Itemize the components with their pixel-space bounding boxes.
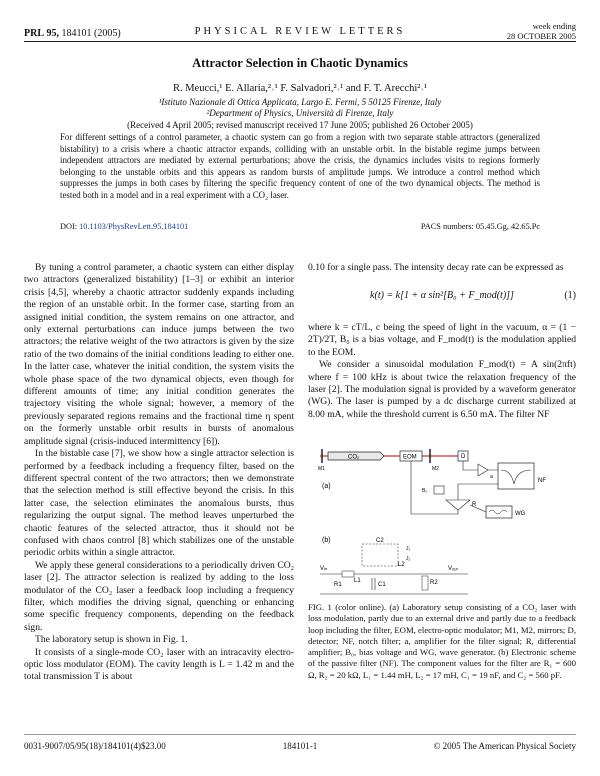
- right-column-top: [308, 262, 576, 274]
- nf-label: NF: [538, 478, 546, 484]
- page-number: 184101-1: [282, 741, 318, 751]
- copyright: © 2005 The American Physical Society: [433, 741, 576, 751]
- resistor-r1: [342, 571, 354, 577]
- equation-number: (1): [564, 290, 576, 301]
- l1-label: L1: [354, 578, 361, 584]
- a-label: a: [490, 474, 493, 480]
- paragraph: It consists of a single-mode CO₂ laser with an intracavity electro-optic loss modulator (EOM). The cavity length is L = 1.42 m and the total transmission T is about: [24, 646, 294, 683]
- doi-line: [60, 222, 188, 231]
- c2-loop: [362, 544, 398, 566]
- pacs-numbers: PACS numbers: 05.45.Gg, 42.65.Pc: [420, 222, 540, 231]
- amplifier-a: [478, 464, 488, 476]
- issue-date-block: [507, 21, 576, 41]
- footer-rule: [24, 734, 576, 735]
- m1-label: M1: [318, 466, 325, 472]
- received-dates: (Received 4 April 2005; revised manuscript received 17 June 2005; published 26 October 2005): [127, 120, 473, 130]
- paragraph: We consider a sinusoidal modulation F_mod(t) = A sin(2πft) where f = 100 kHz is about twice the relaxation frequency of the laser [2]. The modulation signal is provided by a waveform generator (WG). The laser is pumped by a dc discharge current stabilized at 8.00 mA, while the threshold current is 6.50 mA. The filter NF: [308, 359, 576, 420]
- r2-label: R2: [430, 580, 438, 586]
- r-label: R: [472, 502, 477, 508]
- figure-1-caption: FIG. 1 (color online). (a) Laboratory setup consisting of a CO₂ laser with loss modulation, partly due to an external drive and partly due to a feedback loop including the filter, EOM, electro-optic modulator; M1, M2, mirrors; D, detector; NF, notch filter; a, amplifier for the filter signal; R, differential amplifier; B₀, bias voltage and WG, wave generator. (b) Electronic scheme of the passive filter (NF). The component values for the filter are R₁ = 600 Ω, R₂ = 20 kΩ, L₁ = 1.44 mH, L₂ = 17 mH, C₁ = 19 nF, and C₂ = 560 pF.: [308, 602, 576, 680]
- vout-label: Vₒᵤₜ: [448, 566, 459, 572]
- paragraph: where k = cT/L, c being the speed of light in the vacuum, α = (1 − 2T)/2T, B₀ is a bias voltage, and F_mod(t) is the modulation applied to the EOM.: [308, 322, 576, 358]
- header-rule: [24, 41, 576, 42]
- affiliation-2: ²Department of Physics, Università di Firenze, Italy: [206, 108, 394, 118]
- bias-source: [434, 486, 444, 494]
- l2-label: L2: [398, 562, 405, 568]
- j1-label: J₁: [406, 546, 411, 552]
- notch-filter-box: [498, 463, 534, 489]
- abstract: For different settings of a control parameter, a chaotic system can go from a region with two separate stable attractors (generalized bistability) to a crisis where a chaotic attractor expands, colliding with an unstable orbit. In the bistable regime jumps between independent attractors are mediated by external perturbations; above the crisis, the dynamics includes visits to regions formerly belonging to the unstable orbits and this appears as random bursts of amplitude jumps. We introduce a control method which suppresses the jumps in both cases by filtering the specific frequency content of one of the two dynamical objects. The method is tested both in a model and in a real experiment with a CO₂ laser.: [60, 132, 540, 200]
- affiliation-1: ¹Istituto Nazionale di Ottica Applicata, Largo E. Fermi, 5 50125 Firenze, Italy: [158, 97, 442, 107]
- right-column-body: [308, 322, 576, 421]
- filter-out-wire: [458, 484, 498, 500]
- c2-label: C2: [376, 538, 384, 544]
- d-label: D: [461, 454, 466, 460]
- paragraph: 0.10 for a single pass. The intensity decay rate can be expressed as: [308, 262, 564, 273]
- volume: 95,: [46, 28, 59, 39]
- j2-label: J₂: [406, 556, 411, 562]
- doi-label: DOI:: [60, 222, 78, 231]
- c1-label: C1: [378, 582, 386, 588]
- article-title: Attractor Selection in Chaotic Dynamics: [192, 56, 408, 70]
- journal-title: PHYSICAL REVIEW LETTERS: [194, 26, 406, 37]
- paragraph: By tuning a control parameter, a chaotic system can either display two attractors (generalized bistability) [1–3] or exhibit an interior crisis [4,5], whereby a chaotic attractor suddenly expands including the region of an unstable orbit. In the former case, starting from an assigned initial condition, the system remains on one attractor, and only external perturbations can induce jumps between the two attractors; the relative weight of the two attractors is given by the size ratio of the two domains of the initial conditions leading to either one. In the latter case, whatever the initial condition, the system visits the whole phase space of the two dynamical objects, even though for different amounts of time; any initial condition generates the trajectory visiting the whole signal; however, a memory of the previously separated regions remains and the fractional time η spent on the formerly unstable orbit results in bursts of anomalous amplitude signal (crisis-induced intermittency [6]).: [24, 262, 294, 447]
- eom-label: EOM: [403, 454, 417, 461]
- vin-label: Vᵢₙ: [320, 566, 328, 572]
- wg-label: WG: [515, 511, 526, 517]
- author-list: R. Meucci,¹ E. Allaria,²˒¹ F. Salvadori,²˒¹ and F. T. Arecchi²˒¹: [172, 83, 428, 94]
- article-number: 184101 (2005): [61, 28, 121, 39]
- r1-label: R1: [334, 582, 342, 588]
- left-column: [24, 262, 294, 684]
- doi-link[interactable]: 10.1103/PhysRevLett.95.184101: [79, 222, 189, 231]
- m2-label: M2: [432, 466, 439, 472]
- wave-generator: [486, 506, 512, 518]
- panel-a-label: (a): [322, 483, 331, 490]
- wg-wire: [470, 505, 486, 512]
- diff-amp-r: [446, 500, 470, 510]
- co2-label: CO₂: [348, 454, 360, 461]
- figure-1: [318, 448, 576, 598]
- paragraph: The laboratory setup is shown in Fig. 1.: [35, 634, 188, 646]
- footer-code: 0031-9007/05/95(18)/184101(4)$23.00: [24, 741, 166, 751]
- week-label: week ending: [532, 21, 576, 31]
- journal-abbrev: PRL: [24, 28, 44, 39]
- paragraph: We apply these general considerations to a periodically driven CO₂ laser [2]. The attractor selection is realized by adding to the loss modulator of the CO₂ laser a feedback loop including a frequency filter, which modifies the driving signal, quenching or enhancing some specific frequency components, depending on the feedback sign.: [24, 559, 294, 633]
- resistor-r2: [422, 576, 428, 590]
- b0-label: B₀: [422, 488, 428, 494]
- issue-date: 28 OCTOBER 2005: [506, 31, 576, 41]
- paragraph: In the bistable case [7], we show how a single attractor selection is performed by a feedback including a frequency filter, based on the different spectral content of the two attractors; then we demonstrate that the selection method is still effective beyond the crisis. In this latter case, the selection eliminates the anomalous bursts, thus regularizing the output signal. The method leaves unperturbed the chaotic features of the selected attractor, thus it should not be confused with chaos control [8] which stabilizes one of the unstable periodic orbits within a single attractor.: [24, 448, 294, 559]
- equation-1: k(t) = k[1 + α sin²[B₀ + F_mod(t)]]: [370, 290, 514, 301]
- panel-b-label: (b): [322, 537, 331, 544]
